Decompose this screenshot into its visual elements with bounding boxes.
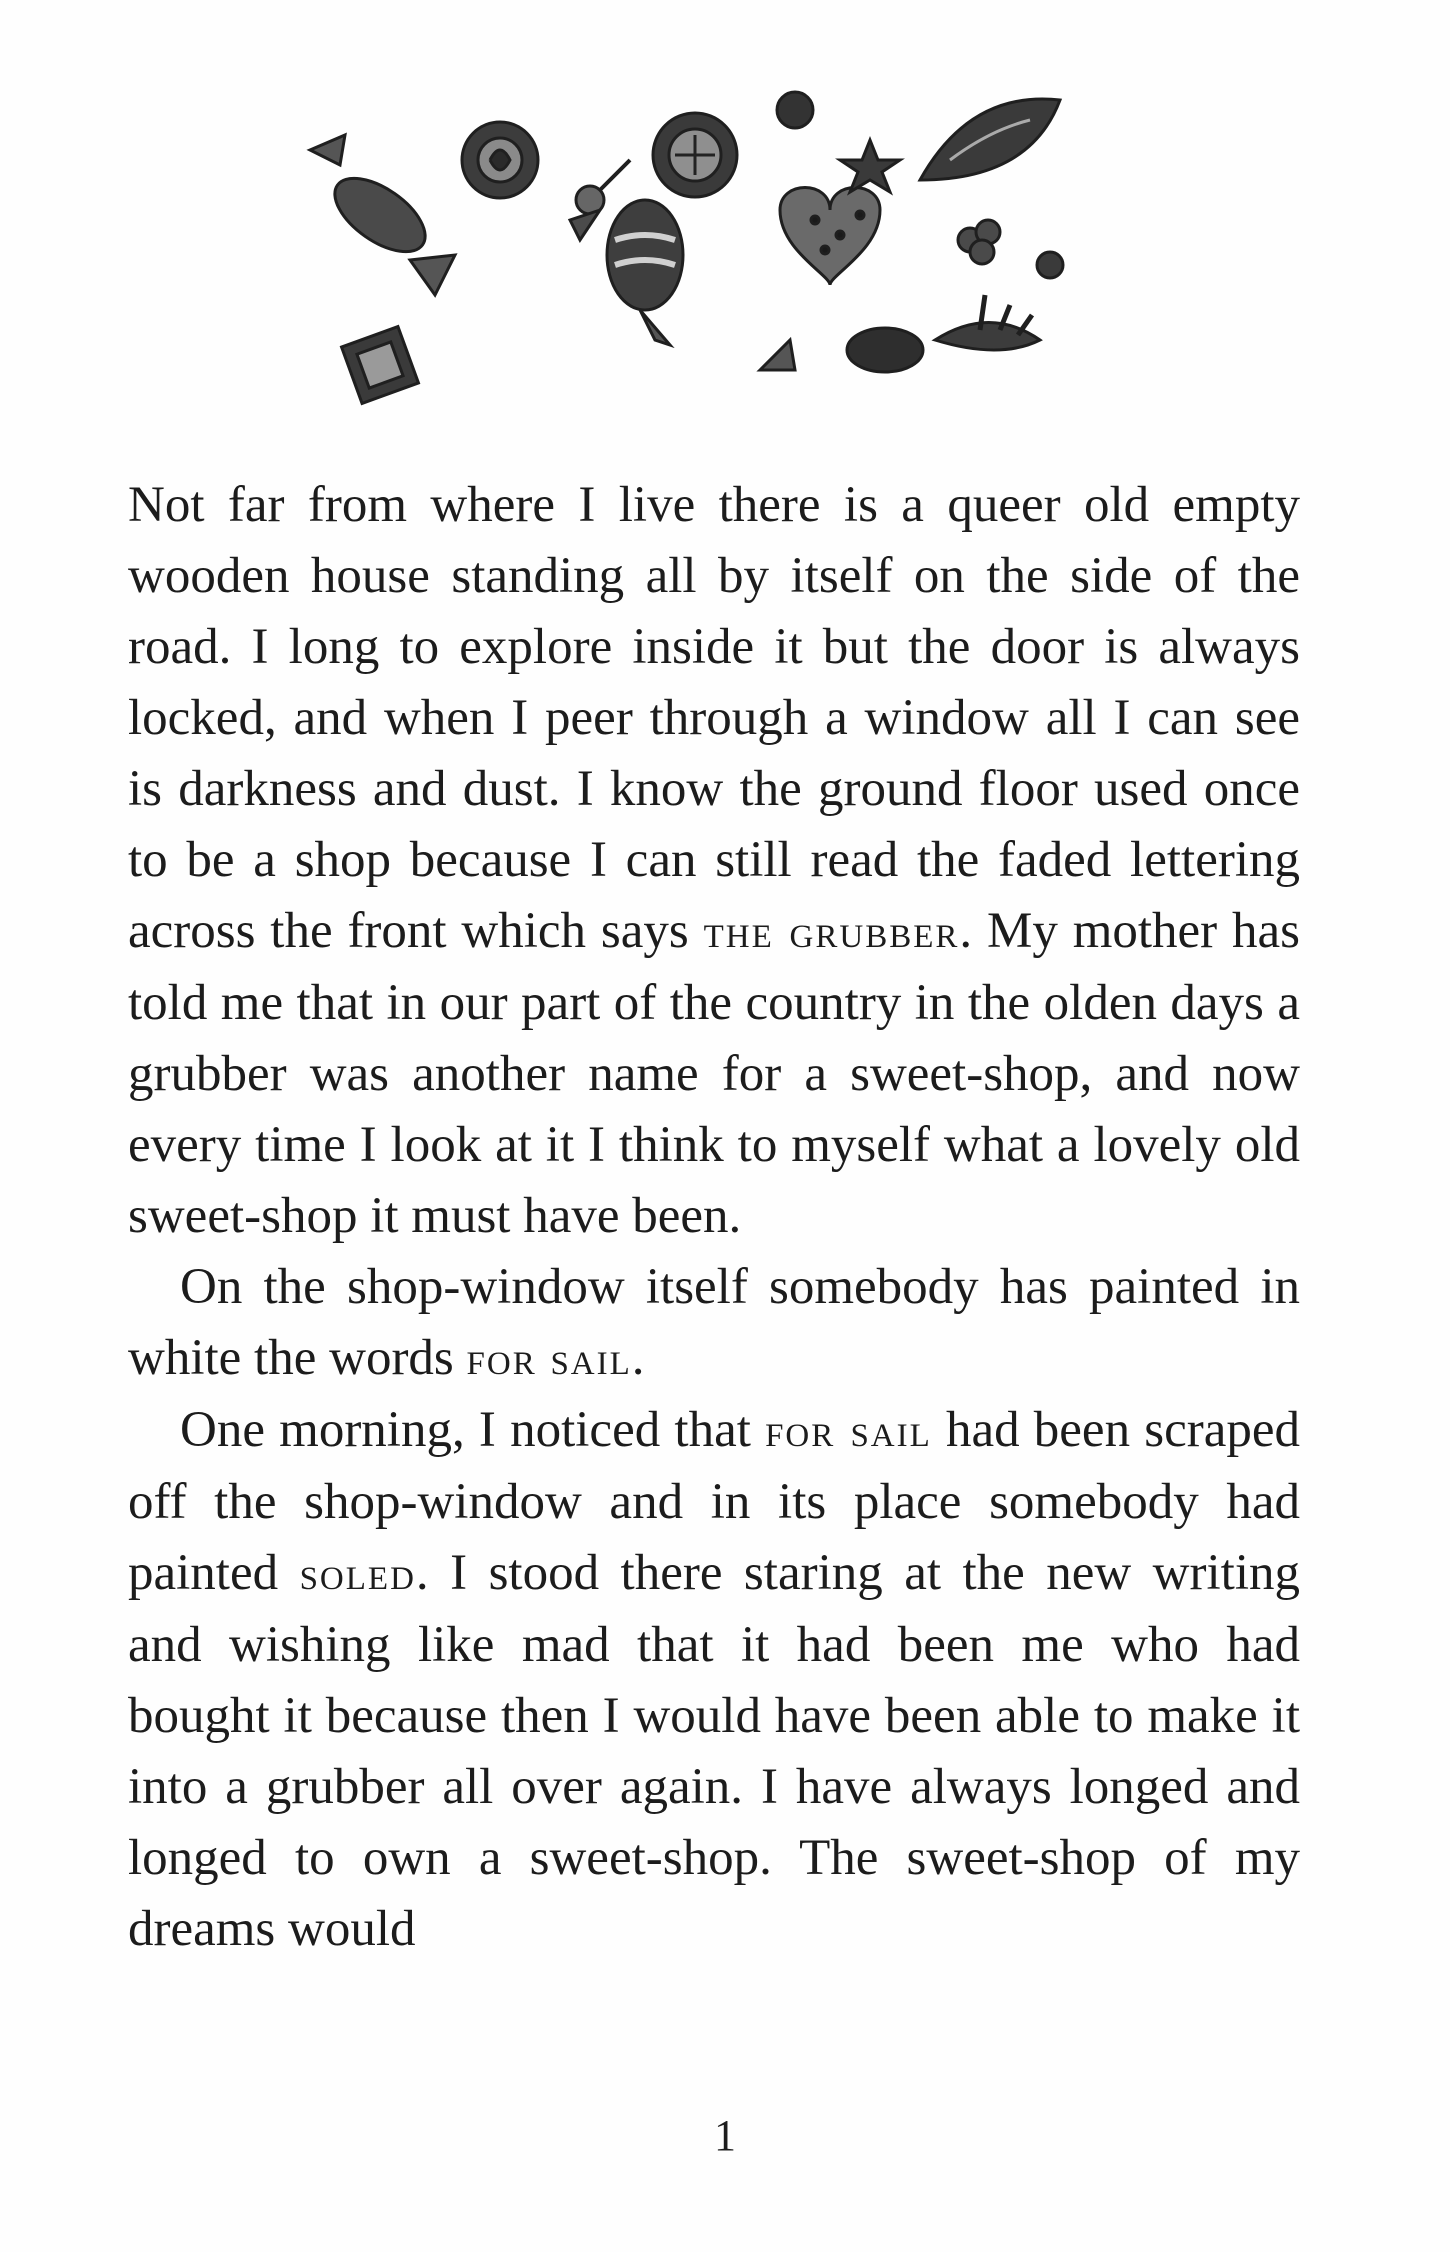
- text-run: had been scraped off the shop-window and in its place somebody had painted: [128, 1402, 1301, 1601]
- wrapped-candy-icon: [310, 135, 455, 295]
- text-run: On the shop-window itself somebody has painted in white the words: [128, 1259, 1300, 1386]
- text-run: . My mother has told me that in our part of the country in the olden days a grubber was another name for a sweet-shop, and now every time I look at it I think to myself what a lovely old sweet-shop it must have been.: [128, 903, 1300, 1244]
- small-ball-icon: [777, 92, 813, 128]
- striped-candy-icon: [607, 200, 683, 345]
- leaf-candy-icon: [920, 99, 1060, 180]
- text-run: One morning, I noticed that: [180, 1402, 766, 1458]
- small-caps-text: the grubber: [703, 906, 960, 958]
- bean-candy-icon: [847, 328, 923, 372]
- text-run: Not far from where I live there is a queer old empty wooden house standing all by itself on the side of the road. I long to explore inside it but the door is always locked, and when I peer through a window all I can see is darkness and dust. I know the ground floor used once to be a shop because I can still read the faded lettering across the front which says: [128, 477, 1300, 959]
- paragraph-p1: [128, 470, 1300, 1252]
- hand-candy-icon: [935, 295, 1040, 350]
- round-sweet-icon: [462, 122, 538, 198]
- small-caps-text: soled: [299, 1548, 416, 1600]
- sweets-illustration: [270, 40, 1170, 440]
- heart-biscuit-icon: [780, 188, 880, 286]
- paragraph-p3: [128, 1395, 1300, 1965]
- text-run: . I stood there staring at the new writing and wishing like mad that it had been me who had bought it because then I would have been able to make it into a grubber all over again. I have always longed and longed to own a sweet-shop. The sweet-shop of my dreams would: [128, 1545, 1300, 1957]
- small-caps-text: for sail: [466, 1333, 632, 1385]
- body-text: [128, 470, 1300, 1965]
- sliced-sweet-icon: [653, 113, 737, 197]
- triangle-candy-icon: [760, 340, 795, 370]
- star-icon: [840, 140, 900, 192]
- small-caps-text: for sail: [765, 1405, 932, 1457]
- text-run: .: [631, 1330, 645, 1386]
- round-drop-icon: [1037, 252, 1063, 278]
- square-candy-icon: [342, 327, 419, 404]
- clover-candy-icon: [958, 220, 1000, 264]
- paragraph-p2: [128, 1252, 1300, 1395]
- page-number: 1: [714, 2111, 736, 2160]
